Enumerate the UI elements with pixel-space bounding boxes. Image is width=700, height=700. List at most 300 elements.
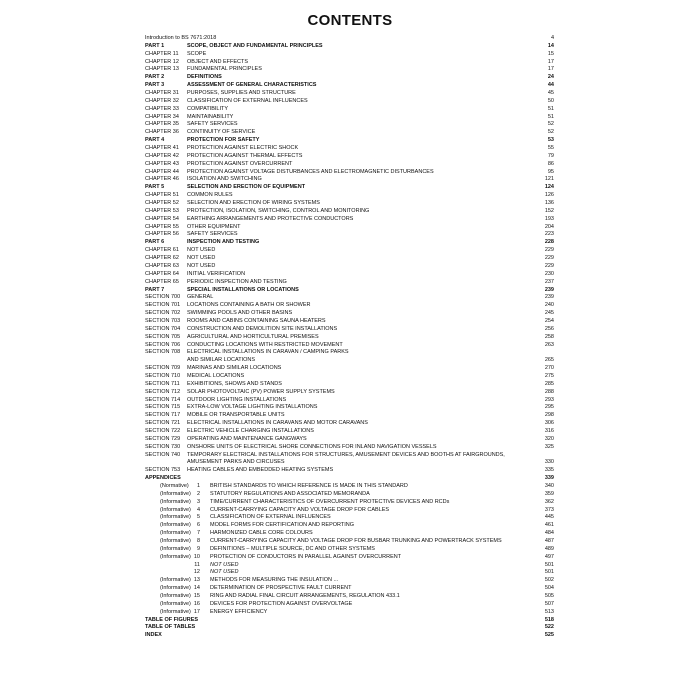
toc-row (0, 247, 700, 255)
appendix-type: (Informative) (160, 506, 191, 513)
toc-page-number: 497 (544, 553, 554, 560)
appendix-number: 11 (194, 561, 200, 568)
toc-entry-label: CHAPTER 42 (145, 152, 179, 159)
toc-entry-title: MEDICAL LOCATIONS (187, 372, 245, 379)
toc-row (0, 530, 700, 538)
toc-row (0, 239, 700, 247)
appendix-number: 15 (193, 593, 200, 600)
toc-entry-title: PROTECTION, ISOLATION, SWITCHING, CONTROL AND MONITORING (187, 207, 370, 214)
toc-entry-title: NOT USED (187, 255, 216, 262)
appendix-type: (Informative) (160, 577, 191, 584)
toc-page-number: 237 (544, 278, 554, 285)
toc-entry-label: CHAPTER 31 (145, 90, 179, 97)
toc-page-number: 263 (544, 341, 554, 348)
toc-entry-label: CHAPTER 54 (145, 215, 179, 222)
toc-row (0, 224, 700, 232)
toc-entry-title: OPERATING AND MAINTENANCE GANGWAYS (187, 435, 307, 442)
toc-page-number: 14 (547, 42, 554, 49)
toc-page-number: 501 (544, 569, 554, 576)
toc-entry-label: CHAPTER 33 (145, 105, 179, 112)
toc-entry-label: PART 4 (145, 137, 165, 144)
toc-page-number: 320 (544, 435, 554, 442)
appendix-type: (Informative) (160, 553, 191, 560)
toc-entry-title: PROTECTION AGAINST OVERCURRENT (187, 160, 293, 167)
toc-entry-title: ASSESSMENT OF GENERAL CHARACTERISTICS (187, 82, 317, 89)
toc-entry-title: SELECTION AND ERECTION OF WIRING SYSTEMS (187, 200, 320, 207)
toc-entry-title: EXTRA-LOW VOLTAGE LIGHTING INSTALLATIONS (187, 404, 318, 411)
appendix-type: (Informative) (160, 490, 191, 497)
toc-page-number: 17 (547, 66, 554, 73)
toc-row (0, 121, 700, 129)
appendix-number: 10 (193, 553, 200, 560)
toc-entry-title: NOT USED (187, 247, 216, 254)
appendix-number: 7 (196, 530, 200, 537)
toc-row (0, 334, 700, 342)
toc-row (0, 318, 700, 326)
toc-entry-title: STATUTORY REGULATIONS AND ASSOCIATED MEMORANDA (210, 490, 370, 497)
toc-entry-title: CONDUCTING LOCATIONS WITH RESTRICTED MOVEMENT (187, 341, 343, 348)
toc-row (0, 51, 700, 59)
toc-entry-title: ENERGY EFFICIENCY (210, 608, 268, 615)
toc-entry-title: MOBILE OR TRANSPORTABLE UNITS (187, 412, 285, 419)
toc-row (0, 554, 700, 562)
toc-entry-label: PART 2 (145, 74, 165, 81)
appendix-number: 1 (196, 482, 200, 489)
toc-entry-label: CHAPTER 41 (145, 145, 179, 152)
toc-page-number: 45 (547, 90, 554, 97)
toc-entry-label: SECTION 705 (145, 333, 181, 340)
toc-page-number: 79 (547, 152, 554, 159)
toc-page-number: 306 (544, 420, 554, 427)
toc-page-number: 124 (544, 184, 554, 191)
toc-entry-label: CHAPTER 61 (145, 247, 179, 254)
appendix-type: (Normative) (160, 482, 189, 489)
toc-page-number: 245 (544, 310, 554, 317)
toc-entry-title: COMPATIBILITY (187, 105, 229, 112)
appendix-number: 2 (196, 490, 200, 497)
toc-page-number: 359 (544, 490, 554, 497)
toc-row (0, 114, 700, 122)
toc-row (0, 632, 700, 640)
toc-entry-label: SECTION 703 (145, 317, 181, 324)
toc-entry-label: SECTION 712 (145, 388, 181, 395)
toc-entry-label: PART 5 (145, 184, 165, 191)
appendix-number: 9 (196, 545, 200, 552)
toc-page-number: 522 (544, 624, 554, 631)
toc-entry-title: NOT USED (210, 569, 239, 576)
toc-row (0, 585, 700, 593)
toc-row (0, 546, 700, 554)
toc-page-number: 489 (544, 545, 554, 552)
toc-row (0, 106, 700, 114)
appendix-type: (Informative) (160, 530, 191, 537)
toc-entry-title: ONSHORE UNITS OF ELECTRICAL SHORE CONNECTIONS FOR INLAND NAVIGATION VESSELS (187, 443, 437, 450)
toc-page-number: 335 (544, 467, 554, 474)
toc-entry-title: PROTECTION FOR SAFETY (187, 137, 260, 144)
toc-entry-title: METHODS FOR MEASURING THE INSULATION ... (210, 577, 339, 584)
toc-entry-title: MARINAS AND SIMILAR LOCATIONS (187, 365, 282, 372)
appendix-number: 5 (196, 514, 200, 521)
toc-entry-title: PROTECTION AGAINST ELECTRIC SHOCK (187, 145, 299, 152)
toc-page-number: 204 (544, 223, 554, 230)
toc-row (0, 231, 700, 239)
toc-row (0, 263, 700, 271)
toc-page-number: 239 (544, 294, 554, 301)
toc-entry-label: CHAPTER 56 (145, 231, 179, 238)
toc-page-number: 256 (544, 325, 554, 332)
toc-page-number: 362 (544, 498, 554, 505)
toc-page-number: 228 (544, 239, 554, 246)
toc-entry-label: SECTION 700 (145, 294, 181, 301)
toc-row (0, 169, 700, 177)
toc-page-number: 487 (544, 538, 554, 544)
toc-row (0, 522, 700, 530)
toc-entry-label: CHAPTER 52 (145, 200, 179, 207)
toc-entry-label: PART 6 (145, 239, 165, 246)
toc-entry-label: SECTION 708 (145, 349, 181, 356)
appendix-type: (Informative) (160, 514, 191, 521)
toc-entry-title: INDEX (145, 632, 162, 639)
toc-row (0, 373, 700, 381)
toc-row (0, 192, 700, 200)
toc-entry-title: DEFINITIONS – MULTIPLE SOURCE, DC AND OTHER SYSTEMS (210, 545, 375, 552)
toc-entry-label: CHAPTER 53 (145, 207, 179, 214)
toc-entry-label: SECTION 701 (145, 302, 181, 309)
toc-row (0, 483, 700, 491)
toc-row (0, 397, 700, 405)
appendix-type: (Informative) (160, 608, 191, 615)
toc-row (0, 59, 700, 67)
toc-page-number: 502 (544, 577, 554, 584)
toc-entry-title: DEFINITIONS (187, 74, 222, 81)
toc-page-number: 230 (544, 270, 554, 277)
toc-row (0, 412, 700, 420)
toc-row (0, 255, 700, 263)
toc-row (0, 137, 700, 145)
toc-entry-title: MAINTAINABILITY (187, 113, 234, 120)
toc-entry-title: ELECTRIC VEHICLE CHARGING INSTALLATIONS (187, 427, 314, 434)
toc-page-number: 239 (544, 286, 554, 293)
toc-entry-title: FUNDAMENTAL PRINCIPLES (187, 66, 262, 73)
toc-entry-title: ROOMS AND CABINS CONTAINING SAUNA HEATERS (187, 317, 326, 324)
toc-entry-label: SECTION 717 (145, 412, 181, 419)
appendix-type: (Informative) (160, 522, 191, 529)
toc-row (0, 184, 700, 192)
toc-entry-label: SECTION 715 (145, 404, 181, 411)
toc-entry-label: SECTION 721 (145, 420, 181, 427)
toc-entry-title: SAFETY SERVICES (187, 231, 238, 238)
toc-page-number: 258 (544, 333, 554, 340)
toc-entry-title: COMMON RULES (187, 192, 233, 199)
toc-entry-label: CHAPTER 51 (145, 192, 179, 199)
toc-page-number: 340 (544, 482, 554, 489)
toc-row (0, 43, 700, 51)
toc-page-number: 53 (547, 137, 554, 144)
toc-entry-title: CONTINUITY OF SERVICE (187, 129, 256, 136)
toc-row (0, 444, 700, 452)
toc-page-number: 86 (547, 160, 554, 167)
toc-row (0, 593, 700, 601)
toc-page-number: 52 (547, 129, 554, 136)
toc-entry-title: NOT USED (187, 262, 216, 269)
toc-entry-label: SECTION 730 (145, 443, 181, 450)
toc-entry-title: HEATING CABLES AND EMBEDDED HEATING SYSTEMS (187, 467, 334, 474)
toc-row (0, 35, 700, 43)
toc-entry-title: TEMPORARY ELECTRICAL INSTALLATIONS FOR STRUCTURES, AMUSEMENT DEVICES AND BOOTHS AT FAIRGROUNDS, AMUSEMENT PARKS AND CIRCUSES (187, 451, 505, 466)
toc-entry-label: CHAPTER 43 (145, 160, 179, 167)
toc-entry-title: CLASSIFICATION OF EXTERNAL INFLUENCES (210, 514, 331, 521)
toc-entry-title: ELECTRICAL INSTALLATIONS IN CARAVANS AND MOTOR CARAVANS (187, 420, 368, 427)
toc-row (0, 66, 700, 74)
toc-row (0, 538, 700, 546)
appendix-type: (Informative) (160, 585, 191, 592)
toc-entry-title: TABLE OF FIGURES (145, 616, 199, 623)
appendix-number: 14 (193, 585, 200, 592)
toc-row (0, 74, 700, 82)
toc-entry-title: SELECTION AND ERECTION OF EQUIPMENT (187, 184, 306, 191)
toc-row (0, 381, 700, 389)
toc-entry-label: SECTION 710 (145, 372, 181, 379)
toc-row (0, 514, 700, 522)
toc-row (0, 271, 700, 279)
toc-row (0, 404, 700, 412)
toc-page-number: 254 (544, 317, 554, 324)
toc-entry-label: SECTION 729 (145, 435, 181, 442)
toc-page-number: 373 (544, 506, 554, 513)
toc-entry-title: AGRICULTURAL AND HORTICULTURAL PREMISES (187, 333, 319, 340)
appendix-type: (Informative) (160, 600, 191, 607)
toc-page-number: 126 (544, 192, 554, 199)
toc-page-number: 50 (547, 97, 554, 104)
toc-page-number: 270 (544, 365, 554, 372)
toc-page-number: 265 (544, 357, 554, 364)
toc-entry-title: INITIAL VERIFICATION (187, 270, 246, 277)
toc-entry-label: CHAPTER 44 (145, 168, 179, 175)
toc-row (0, 507, 700, 515)
toc-row (0, 200, 700, 208)
toc-row (0, 624, 700, 632)
toc-page-number: 229 (544, 262, 554, 269)
toc-entry-label: PART 3 (145, 82, 165, 89)
appendix-type: (Informative) (160, 498, 191, 505)
table-of-contents (0, 35, 700, 640)
toc-entry-label: SECTION 711 (145, 380, 180, 387)
toc-entry-title: SOLAR PHOTOVOLTAIC (PV) POWER SUPPLY SYSTEMS (187, 388, 335, 395)
toc-page-number: 44 (547, 82, 554, 89)
toc-entry-title: ISOLATION AND SWITCHING (187, 176, 262, 183)
toc-entry-title: APPENDICES (145, 475, 181, 482)
toc-row (0, 208, 700, 216)
toc-entry-label: CHAPTER 62 (145, 255, 179, 262)
toc-row (0, 365, 700, 373)
toc-row (0, 310, 700, 318)
toc-page-number: 15 (547, 50, 554, 57)
toc-page-number: 501 (544, 561, 554, 568)
appendix-type: (Informative) (160, 538, 191, 544)
toc-entry-title: CONSTRUCTION AND DEMOLITION SITE INSTALLATIONS (187, 325, 338, 332)
toc-entry-title: PROTECTION AGAINST THERMAL EFFECTS (187, 152, 303, 159)
toc-page-number: 193 (544, 215, 554, 222)
appendix-number: 4 (196, 506, 200, 513)
toc-entry-title: RING AND RADIAL FINAL CIRCUIT ARRANGEMENTS, REGULATION 433.1 (210, 593, 400, 600)
toc-page-number: 24 (547, 74, 554, 81)
toc-row (0, 601, 700, 609)
toc-page-number: 240 (544, 302, 554, 309)
toc-entry-title: INSPECTION AND TESTING (187, 239, 260, 246)
toc-page-number: 288 (544, 388, 554, 395)
toc-page-number: 229 (544, 255, 554, 262)
toc-row (0, 98, 700, 106)
toc-row (0, 569, 700, 577)
toc-entry-title: PERIODIC INSPECTION AND TESTING (187, 278, 287, 285)
appendix-number: 6 (196, 522, 200, 529)
toc-entry-title: OTHER EQUIPMENT (187, 223, 241, 230)
toc-entry-title: NOT USED (210, 561, 239, 568)
toc-entry-label: SECTION 753 (145, 467, 181, 474)
appendix-type: (Informative) (160, 545, 191, 552)
toc-entry-label: SECTION 714 (145, 396, 181, 403)
toc-page-number: 136 (544, 200, 554, 207)
toc-page-number: 95 (547, 168, 554, 175)
toc-page-number: 275 (544, 372, 554, 379)
toc-row (0, 302, 700, 310)
toc-page-number: 325 (544, 443, 554, 450)
toc-page-number: 445 (544, 514, 554, 521)
toc-entry-title: PURPOSES, SUPPLIES AND STRUCTURE (187, 90, 296, 97)
appendix-number: 3 (196, 498, 200, 505)
toc-page-number: 330 (544, 459, 554, 466)
toc-page-number: 295 (544, 404, 554, 411)
toc-page-number: 461 (544, 522, 554, 529)
toc-entry-title: PROTECTION AGAINST VOLTAGE DISTURBANCES AND ELECTROMAGNETIC DISTURBANCES (187, 168, 434, 175)
toc-row (0, 389, 700, 397)
toc-page-number: 51 (547, 105, 554, 112)
toc-entry-label: CHAPTER 55 (145, 223, 179, 230)
toc-row (0, 161, 700, 169)
toc-entry-title: Introduction to BS 7671:2018 (145, 35, 217, 41)
toc-page-number: 285 (544, 380, 554, 387)
toc-row (0, 436, 700, 444)
toc-entry-label: PART 7 (145, 286, 165, 293)
appendix-number: 8 (196, 538, 200, 544)
toc-row (0, 326, 700, 334)
toc-page-number: 223 (544, 231, 554, 238)
toc-entry-title: ELECTRICAL INSTALLATIONS IN CARAVAN / CAMPING PARKS AND SIMILAR LOCATIONS (187, 349, 349, 364)
toc-entry-label: CHAPTER 13 (145, 66, 179, 73)
toc-entry-title: SPECIAL INSTALLATIONS OR LOCATIONS (187, 286, 299, 293)
toc-page-number: 484 (544, 530, 554, 537)
toc-row (0, 420, 700, 428)
toc-entry-label: SECTION 702 (145, 310, 181, 317)
toc-row (0, 129, 700, 137)
toc-entry-label: PART 1 (145, 42, 165, 49)
toc-entry-label: CHAPTER 63 (145, 262, 179, 269)
appendix-number: 13 (193, 577, 200, 584)
toc-row (0, 562, 700, 570)
toc-entry-title: SWIMMING POOLS AND OTHER BASINS (187, 310, 293, 317)
toc-row (0, 609, 700, 617)
toc-entry-label: CHAPTER 65 (145, 278, 179, 285)
toc-entry-title: CURRENT-CARRYING CAPACITY AND VOLTAGE DROP FOR BUSBAR TRUNKING AND POWERTRACK SYSTEMS (210, 538, 502, 544)
toc-entry-label: SECTION 706 (145, 341, 181, 348)
toc-entry-title: CURRENT-CARRYING CAPACITY AND VOLTAGE DROP FOR CABLES (210, 506, 390, 513)
toc-entry-title: EXHIBITIONS, SHOWS AND STANDS (187, 380, 282, 387)
toc-entry-title: GENERAL (187, 294, 214, 301)
toc-page-number: 4 (550, 35, 554, 41)
toc-entry-label: CHAPTER 11 (145, 50, 179, 57)
toc-entry-label: CHAPTER 35 (145, 121, 179, 128)
toc-entry-title: PROTECTION OF CONDUCTORS IN PARALLEL AGAINST OVERCURRENT (210, 553, 402, 560)
toc-page-number: 507 (544, 600, 554, 607)
toc-page-number: 121 (544, 176, 554, 183)
toc-page-number: 339 (544, 475, 554, 482)
toc-page-number: 505 (544, 593, 554, 600)
toc-entry-title: DEVICES FOR PROTECTION AGAINST OVERVOLTAGE (210, 600, 353, 607)
toc-entry-label: CHAPTER 34 (145, 113, 179, 120)
toc-page-number: 513 (544, 608, 554, 615)
page-title: CONTENTS (307, 12, 393, 29)
toc-entry-label: SECTION 709 (145, 365, 181, 372)
toc-entry-label: SECTION 704 (145, 325, 181, 332)
toc-page-number: 298 (544, 412, 554, 419)
toc-row (0, 153, 700, 161)
appendix-type: (Informative) (160, 593, 191, 600)
toc-page-number: 229 (544, 247, 554, 254)
toc-row (0, 467, 700, 475)
toc-row (0, 279, 700, 287)
toc-row (0, 499, 700, 507)
toc-entry-label: SECTION 740 (145, 451, 181, 458)
toc-entry-title: DETERMINATION OF PROSPECTIVE FAULT CURRENT (210, 585, 352, 592)
toc-entry-label: CHAPTER 64 (145, 270, 179, 277)
toc-row (0, 577, 700, 585)
toc-entry-title: SCOPE (187, 50, 207, 57)
toc-row (0, 617, 700, 625)
toc-entry-title: BRITISH STANDARDS TO WHICH REFERENCE IS MADE IN THIS STANDARD (210, 482, 408, 489)
toc-entry-title: OBJECT AND EFFECTS (187, 58, 249, 65)
toc-page-number: 293 (544, 396, 554, 403)
toc-page-number: 55 (547, 145, 554, 152)
toc-page-number: 518 (544, 616, 554, 623)
toc-row (0, 342, 700, 350)
toc-entry-title: LOCATIONS CONTAINING A BATH OR SHOWER (187, 302, 311, 309)
toc-page-number: 504 (544, 585, 554, 592)
toc-entry-label: SECTION 722 (145, 427, 181, 434)
toc-page-number: 51 (547, 113, 554, 120)
appendix-number: 16 (193, 600, 200, 607)
toc-entry-label: CHAPTER 32 (145, 97, 179, 104)
appendix-number: 17 (193, 608, 200, 615)
toc-entry-title: MODEL FORMS FOR CERTIFICATION AND REPORTING (210, 522, 355, 529)
toc-entry-title: HARMONIZED CABLE CORE COLOURS (210, 530, 313, 537)
toc-row (0, 145, 700, 153)
toc-row (0, 294, 700, 302)
toc-row (0, 176, 700, 184)
toc-row (0, 349, 700, 365)
toc-entry-title: SCOPE, OBJECT AND FUNDAMENTAL PRINCIPLES (187, 42, 323, 49)
appendix-number: 12 (193, 569, 200, 576)
toc-row (0, 475, 700, 483)
toc-row (0, 491, 700, 499)
toc-page-number: 52 (547, 121, 554, 128)
toc-entry-title: TIME/CURRENT CHARACTERISTICS OF OVERCURRENT PROTECTIVE DEVICES AND RCDs (210, 498, 450, 505)
toc-row (0, 82, 700, 90)
toc-page-number: 316 (544, 427, 554, 434)
toc-entry-label: CHAPTER 12 (145, 58, 179, 65)
toc-row (0, 452, 700, 468)
toc-entry-title: SAFETY SERVICES (187, 121, 238, 128)
toc-row (0, 287, 700, 295)
